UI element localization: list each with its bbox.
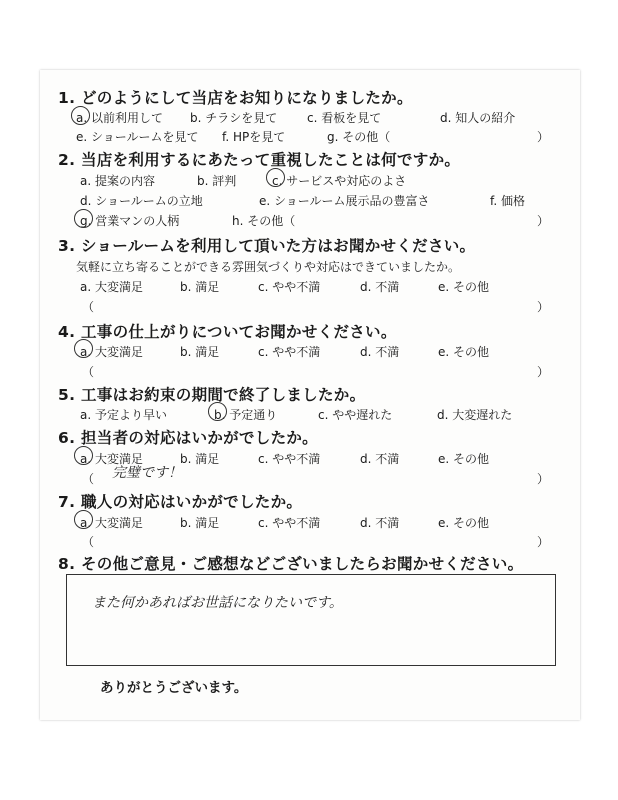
q4-paren-close: ） xyxy=(537,365,550,379)
q1-option-g[interactable]: g. その他（ xyxy=(327,130,391,144)
q2-answer-circle-g xyxy=(74,209,93,228)
q3-subtitle: 気軽に立ち寄ることができる雰囲気づくりや対応はできていましたか。 xyxy=(76,260,461,274)
q1-option-a[interactable]: a. 以前利用して xyxy=(76,111,163,125)
q6-paren-open: （ xyxy=(82,472,95,486)
q5-option-c[interactable]: c. やや遅れた xyxy=(318,408,393,422)
q6-option-c[interactable]: c. やや不満 xyxy=(258,452,321,466)
q8-title: 8. その他ご意見・ご感想などございましたらお聞かせください。 xyxy=(58,555,524,573)
thanks-text: ありがとうございます。 xyxy=(100,680,248,696)
q1-option-d[interactable]: d. 知人の紹介 xyxy=(440,111,516,125)
q5-option-a[interactable]: a. 予定より早い xyxy=(80,408,167,422)
q2-answer-circle-c xyxy=(266,168,285,187)
q3-option-c[interactable]: c. やや不満 xyxy=(258,280,321,294)
q2-option-g[interactable]: g. 営業マンの人柄 xyxy=(80,214,180,228)
q4-option-d[interactable]: d. 不満 xyxy=(360,345,400,359)
q4-option-e[interactable]: e. その他 xyxy=(438,345,490,359)
q5-answer-circle xyxy=(208,402,227,421)
q1-option-b[interactable]: b. チラシを見て xyxy=(190,111,278,125)
q7-title: 7. 職人の対応はいかがでしたか。 xyxy=(58,493,303,511)
q6-paren-close: ） xyxy=(537,472,550,486)
q3-option-a[interactable]: a. 大変満足 xyxy=(80,280,143,294)
q3-option-d[interactable]: d. 不満 xyxy=(360,280,400,294)
q1-answer-circle xyxy=(71,106,90,125)
q2-option-a[interactable]: a. 提案の内容 xyxy=(80,174,155,188)
q3-option-b[interactable]: b. 満足 xyxy=(180,280,220,294)
comment-box[interactable] xyxy=(66,574,556,666)
q1-paren-close: ） xyxy=(537,130,550,144)
q6-answer-circle xyxy=(74,446,93,465)
q3-option-e[interactable]: e. その他 xyxy=(438,280,490,294)
q7-answer-circle xyxy=(74,510,93,529)
q7-paren-open: （ xyxy=(82,535,95,549)
q6-option-d[interactable]: d. 不満 xyxy=(360,452,400,466)
q2-option-b[interactable]: b. 評判 xyxy=(197,174,237,188)
q2-option-c[interactable]: c. サービスや対応のよさ xyxy=(272,174,407,188)
q6-handwritten-comment: 完璧です！ xyxy=(112,465,182,481)
q8-handwritten-comment: また何かあればお世話になりたいです。 xyxy=(92,595,343,611)
q6-option-b[interactable]: b. 満足 xyxy=(180,452,220,466)
q3-paren-open: （ xyxy=(82,300,95,314)
q5-title: 5. 工事はお約束の期間で終了しましたか。 xyxy=(58,386,366,404)
q3-paren-close: ） xyxy=(537,300,550,314)
q4-paren-open: （ xyxy=(82,365,95,379)
q1-option-f[interactable]: f. HPを見て xyxy=(222,130,286,144)
q2-option-h[interactable]: h. その他（ xyxy=(232,214,296,228)
q1-option-c[interactable]: c. 看板を見て xyxy=(307,111,382,125)
q7-option-a[interactable]: a. 大変満足 xyxy=(80,516,143,530)
q1-title: 1. どのようにして当店をお知りになりましたか。 xyxy=(58,89,413,107)
q6-option-a[interactable]: a. 大変満足 xyxy=(80,452,143,466)
q7-paren-close: ） xyxy=(537,535,550,549)
q2-option-f[interactable]: f. 価格 xyxy=(490,194,525,208)
q2-option-e[interactable]: e. ショールーム展示品の豊富さ xyxy=(259,194,430,208)
q5-option-b[interactable]: b. 予定通り xyxy=(214,408,278,422)
q2-paren-close: ） xyxy=(537,214,550,228)
q7-option-d[interactable]: d. 不満 xyxy=(360,516,400,530)
q7-option-b[interactable]: b. 満足 xyxy=(180,516,220,530)
q7-option-c[interactable]: c. やや不満 xyxy=(258,516,321,530)
q4-title: 4. 工事の仕上がりについてお聞かせください。 xyxy=(58,323,397,341)
q2-title: 2. 当店を利用するにあたって重視したことは何ですか。 xyxy=(58,151,461,169)
q1-option-e[interactable]: e. ショールームを見て xyxy=(76,130,199,144)
q4-option-b[interactable]: b. 満足 xyxy=(180,345,220,359)
q6-option-e[interactable]: e. その他 xyxy=(438,452,490,466)
q4-answer-circle xyxy=(74,339,93,358)
q2-option-d[interactable]: d. ショールームの立地 xyxy=(80,194,203,208)
q3-title: 3. ショールームを利用して頂いた方はお聞かせください。 xyxy=(58,237,476,255)
q6-title: 6. 担当者の対応はいかがでしたか。 xyxy=(58,429,318,447)
q7-option-e[interactable]: e. その他 xyxy=(438,516,490,530)
q4-option-c[interactable]: c. やや不満 xyxy=(258,345,321,359)
q5-option-d[interactable]: d. 大変遅れた xyxy=(437,408,513,422)
q4-option-a[interactable]: a. 大変満足 xyxy=(80,345,143,359)
